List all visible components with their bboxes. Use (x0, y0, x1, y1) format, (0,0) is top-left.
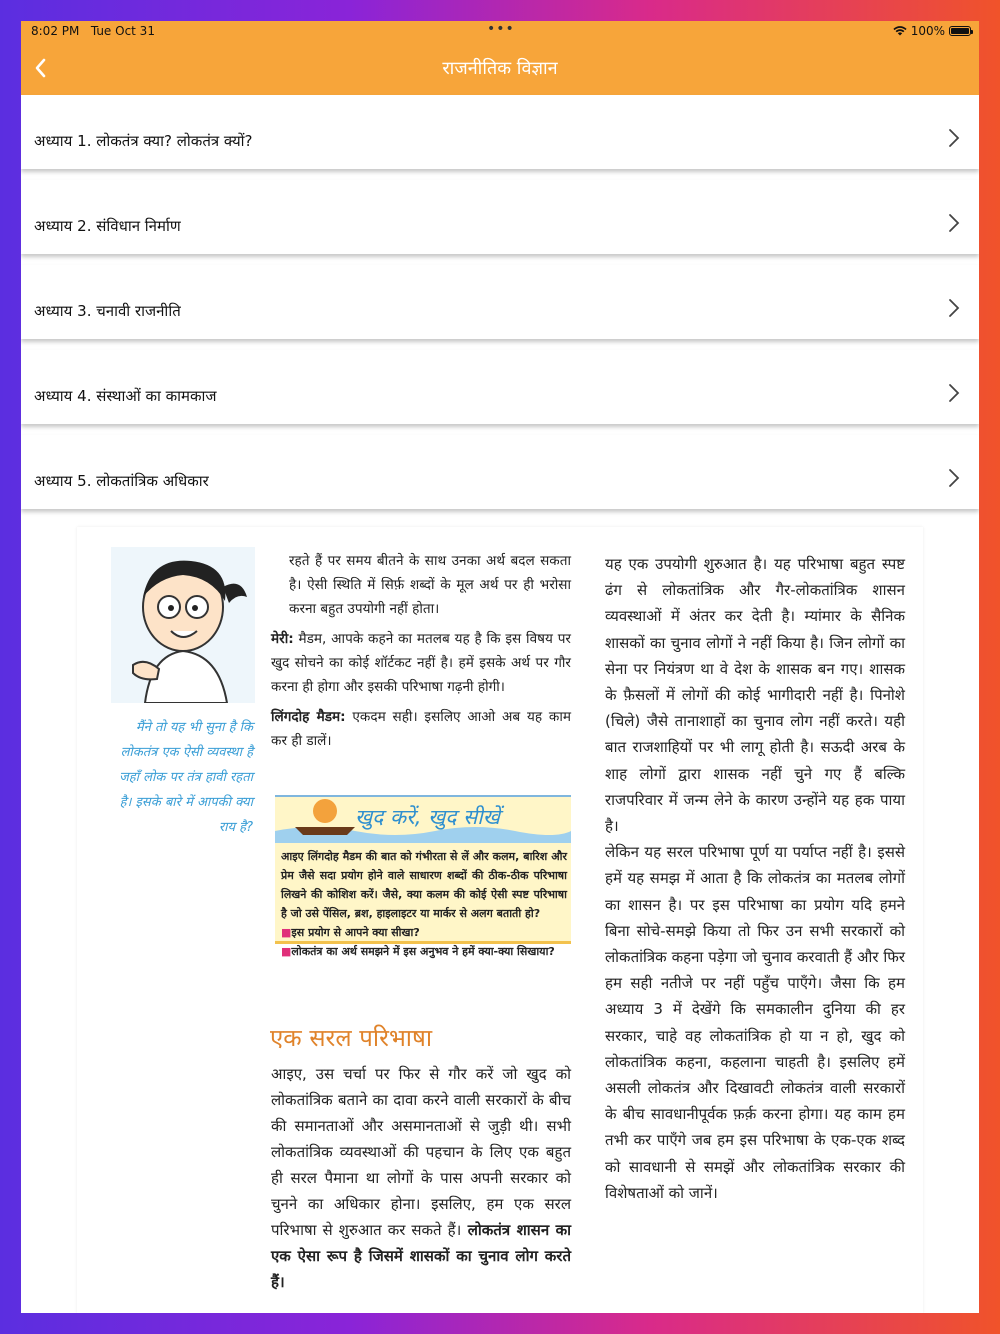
nav-bar (21, 41, 979, 95)
battery-fill (951, 28, 969, 34)
column-3-para-2: लेकिन यह सरल परिभाषा पूर्ण या पर्याप्त नहीं है। इससे हमें यह समझ में आता है कि लोकतंत्र का मतलब लोगों का शासन है। पर इस परिभाषा का प्रयोग यदि हमने बिना सोचे-समझे किया तो फिर उन सभी सरकारों को लोकतांत्रिक कहना पड़ेगा जो चुनाव करवाती हैं और फिर हम सही नतीजे पर नहीं पहुँच पाएँगे। जैसा कि हम अध्याय 3 में देखेंगे कि समकालीन दुनिया की हर सरकार, चाहे वह लोकतांत्रिक हो या न हो, खुद को लोकतांत्रिक कहना, कहलाना चाहती है। इसलिए हमें असली लोकतंत्र और दिखावटी लोकतंत्र वाली सरकारों के बीच सावधानीपूर्वक फ़र्क़ करना होगा। यह काम हम तभी कर पाएँगे जब हम इस परिभाषा के एक-एक शब्द को सावधानी से समझें और लोकतांत्रिक सरकार की विशेषताओं को जानें। (605, 843, 905, 1202)
side-quote: मैंने तो यह भी सुना है कि लोकतंत्र एक ऐसी व्यवस्था है जहाँ लोक पर तंत्र हावी रहता है। इसके बारे में आपकी क्या राय है? (119, 720, 253, 835)
chapter-label: अध्याय 2. संविधान निर्माण (34, 217, 181, 235)
chevron-right-icon (947, 297, 961, 319)
body-text: आइए, उस चर्चा पर फिर से गौर करें जो खुद को लोकतांत्रिक बताने का दावा करने वाली सरकारों के बीच की समानताओं और असमानताओं से जुड़ी थी। सभी लोकतांत्रिक व्यवस्थाओं की पहचान के लिए एक बहुत ही सरल पैमाना था लोगों के पास अपनी सरकार को चुनने का अधिकार होना। इसलिए, हम एक सरल परिभाषा से शुरुआत कर सकते हैं। (271, 1065, 571, 1239)
section-heading: एक सरल परिभाषा (270, 1024, 433, 1052)
dialogue-mary (271, 627, 571, 699)
chapter-label: अध्याय 3. चनावी राजनीति (34, 302, 181, 320)
wifi-icon (893, 26, 907, 36)
nav-title: राजनीतिक विज्ञान (442, 58, 558, 79)
activity-question-2: ■ लोकतंत्र का अर्थ समझने में इस अनुभव ने हमें क्या-क्या सिखाया? (281, 942, 567, 961)
status-time: 8:02 PM Tue Oct 31 (31, 24, 155, 38)
dialogue-lyngdoh (271, 705, 571, 753)
chevron-right-icon (947, 382, 961, 404)
activity-title: खुद करें, खुद सीखें (355, 805, 500, 829)
activity-question-1: ■ इस प्रयोग से आपने क्या सीखा? (281, 923, 567, 942)
column-3 (587, 551, 905, 1206)
column-2-top (271, 549, 571, 759)
speaker-lyngdoh: लिंगदोह मैडम: (271, 709, 346, 725)
chapter-row-3[interactable] (21, 265, 979, 339)
speaker-mary: मेरी: (271, 631, 294, 647)
chevron-right-icon (947, 212, 961, 234)
multitask-dots[interactable]: ••• (487, 21, 515, 37)
chapter-row-4[interactable] (21, 350, 979, 424)
chapter-list (21, 95, 979, 520)
body-bold-definition: लोकतंत्र शासन का एक ऐसा रूप है जिसमें शासकों का चुनाव लोग करते हैं। (271, 1221, 572, 1291)
activity-body: आइए लिंगदोह मैडम की बात को गंभीरता से लें और कलम, बारिश और प्रेम जैसे सदा प्रयोग होने वाले साधारण शब्दों की ठीक-ठीक परिभाषा लिखने की कोशिश करें। जैसे, क्या कलम की कोई ऐसी स्पष्ट परिभाषा है जो उसे पेंसिल, ब्रश, हाइलाइटर या मार्कर से अलग बताती हो? (281, 850, 567, 920)
chapter-row-5[interactable] (21, 435, 979, 509)
battery-percent: 100% (910, 24, 945, 38)
status-right (893, 24, 971, 38)
activity-box (275, 795, 571, 958)
column-2-body (271, 1061, 571, 1295)
textbook-page-image (77, 527, 923, 1313)
lyngdoh-text: एकदम सही। इसलिए आओ अब यह काम कर ही डालें। (271, 709, 571, 749)
cartoon-girl-illustration (111, 547, 255, 703)
chapter-row-2[interactable] (21, 180, 979, 254)
status-bar (21, 21, 979, 41)
chapter-label: अध्याय 5. लोकतांत्रिक अधिकार (34, 472, 209, 490)
chapter-row-1[interactable] (21, 95, 979, 169)
chevron-right-icon (947, 127, 961, 149)
battery-icon (949, 26, 971, 36)
column-3-para-1: यह एक उपयोगी शुरुआत है। यह परिभाषा बहुत स्पष्ट ढंग से लोकतांत्रिक और गैर-लोकतांत्रिक शासन व्यवस्थाओं में अंतर कर देती है। म्यांमार के सैनिक शासकों का चुनाव लोगों ने नहीं किया है। जिन लोगों का सेना पर नियंत्रण था वे देश के शासक बन गए। शासक के फ़ैसलों में लोगों की कोई भागीदारी नहीं है। पिनोशे (चिले) जैसे तानाशाहों का चुनाव लोग नहीं करते। यही बात राजशाहियों पर भी लागू होती है। सऊदी अरब के शाह लोगों द्वारा शासक नहीं चुने गए हैं बल्कि राजपरिवार में जन्म लेने के कारण उन्होंने यह हक पाया है। (605, 555, 905, 836)
intro-paragraph: रहते हैं पर समय बीतने के साथ उनका अर्थ बदल सकता है। ऐसी स्थिति में सिर्फ़ शब्दों के मूल अर्थ पर ही भरोसा करना बहुत उपयोगी नहीं होता। (289, 553, 571, 617)
activity-text (281, 847, 567, 961)
chapter-label: अध्याय 1. लोकतंत्र क्या? लोकतंत्र क्यों? (34, 132, 253, 150)
chapter-label: अध्याय 4. संस्थाओं का कामकाज (34, 387, 217, 405)
app-window (21, 21, 979, 1313)
chevron-right-icon (947, 467, 961, 489)
mary-text: मैडम, आपके कहने का मतलब यह है कि इस विषय पर खुद सोचने का कोई शॉर्टकट नहीं है। हमें इसके अर्थ पर गौर करना ही होगा और इसकी परिभाषा गढ़नी होगी। (271, 631, 571, 695)
